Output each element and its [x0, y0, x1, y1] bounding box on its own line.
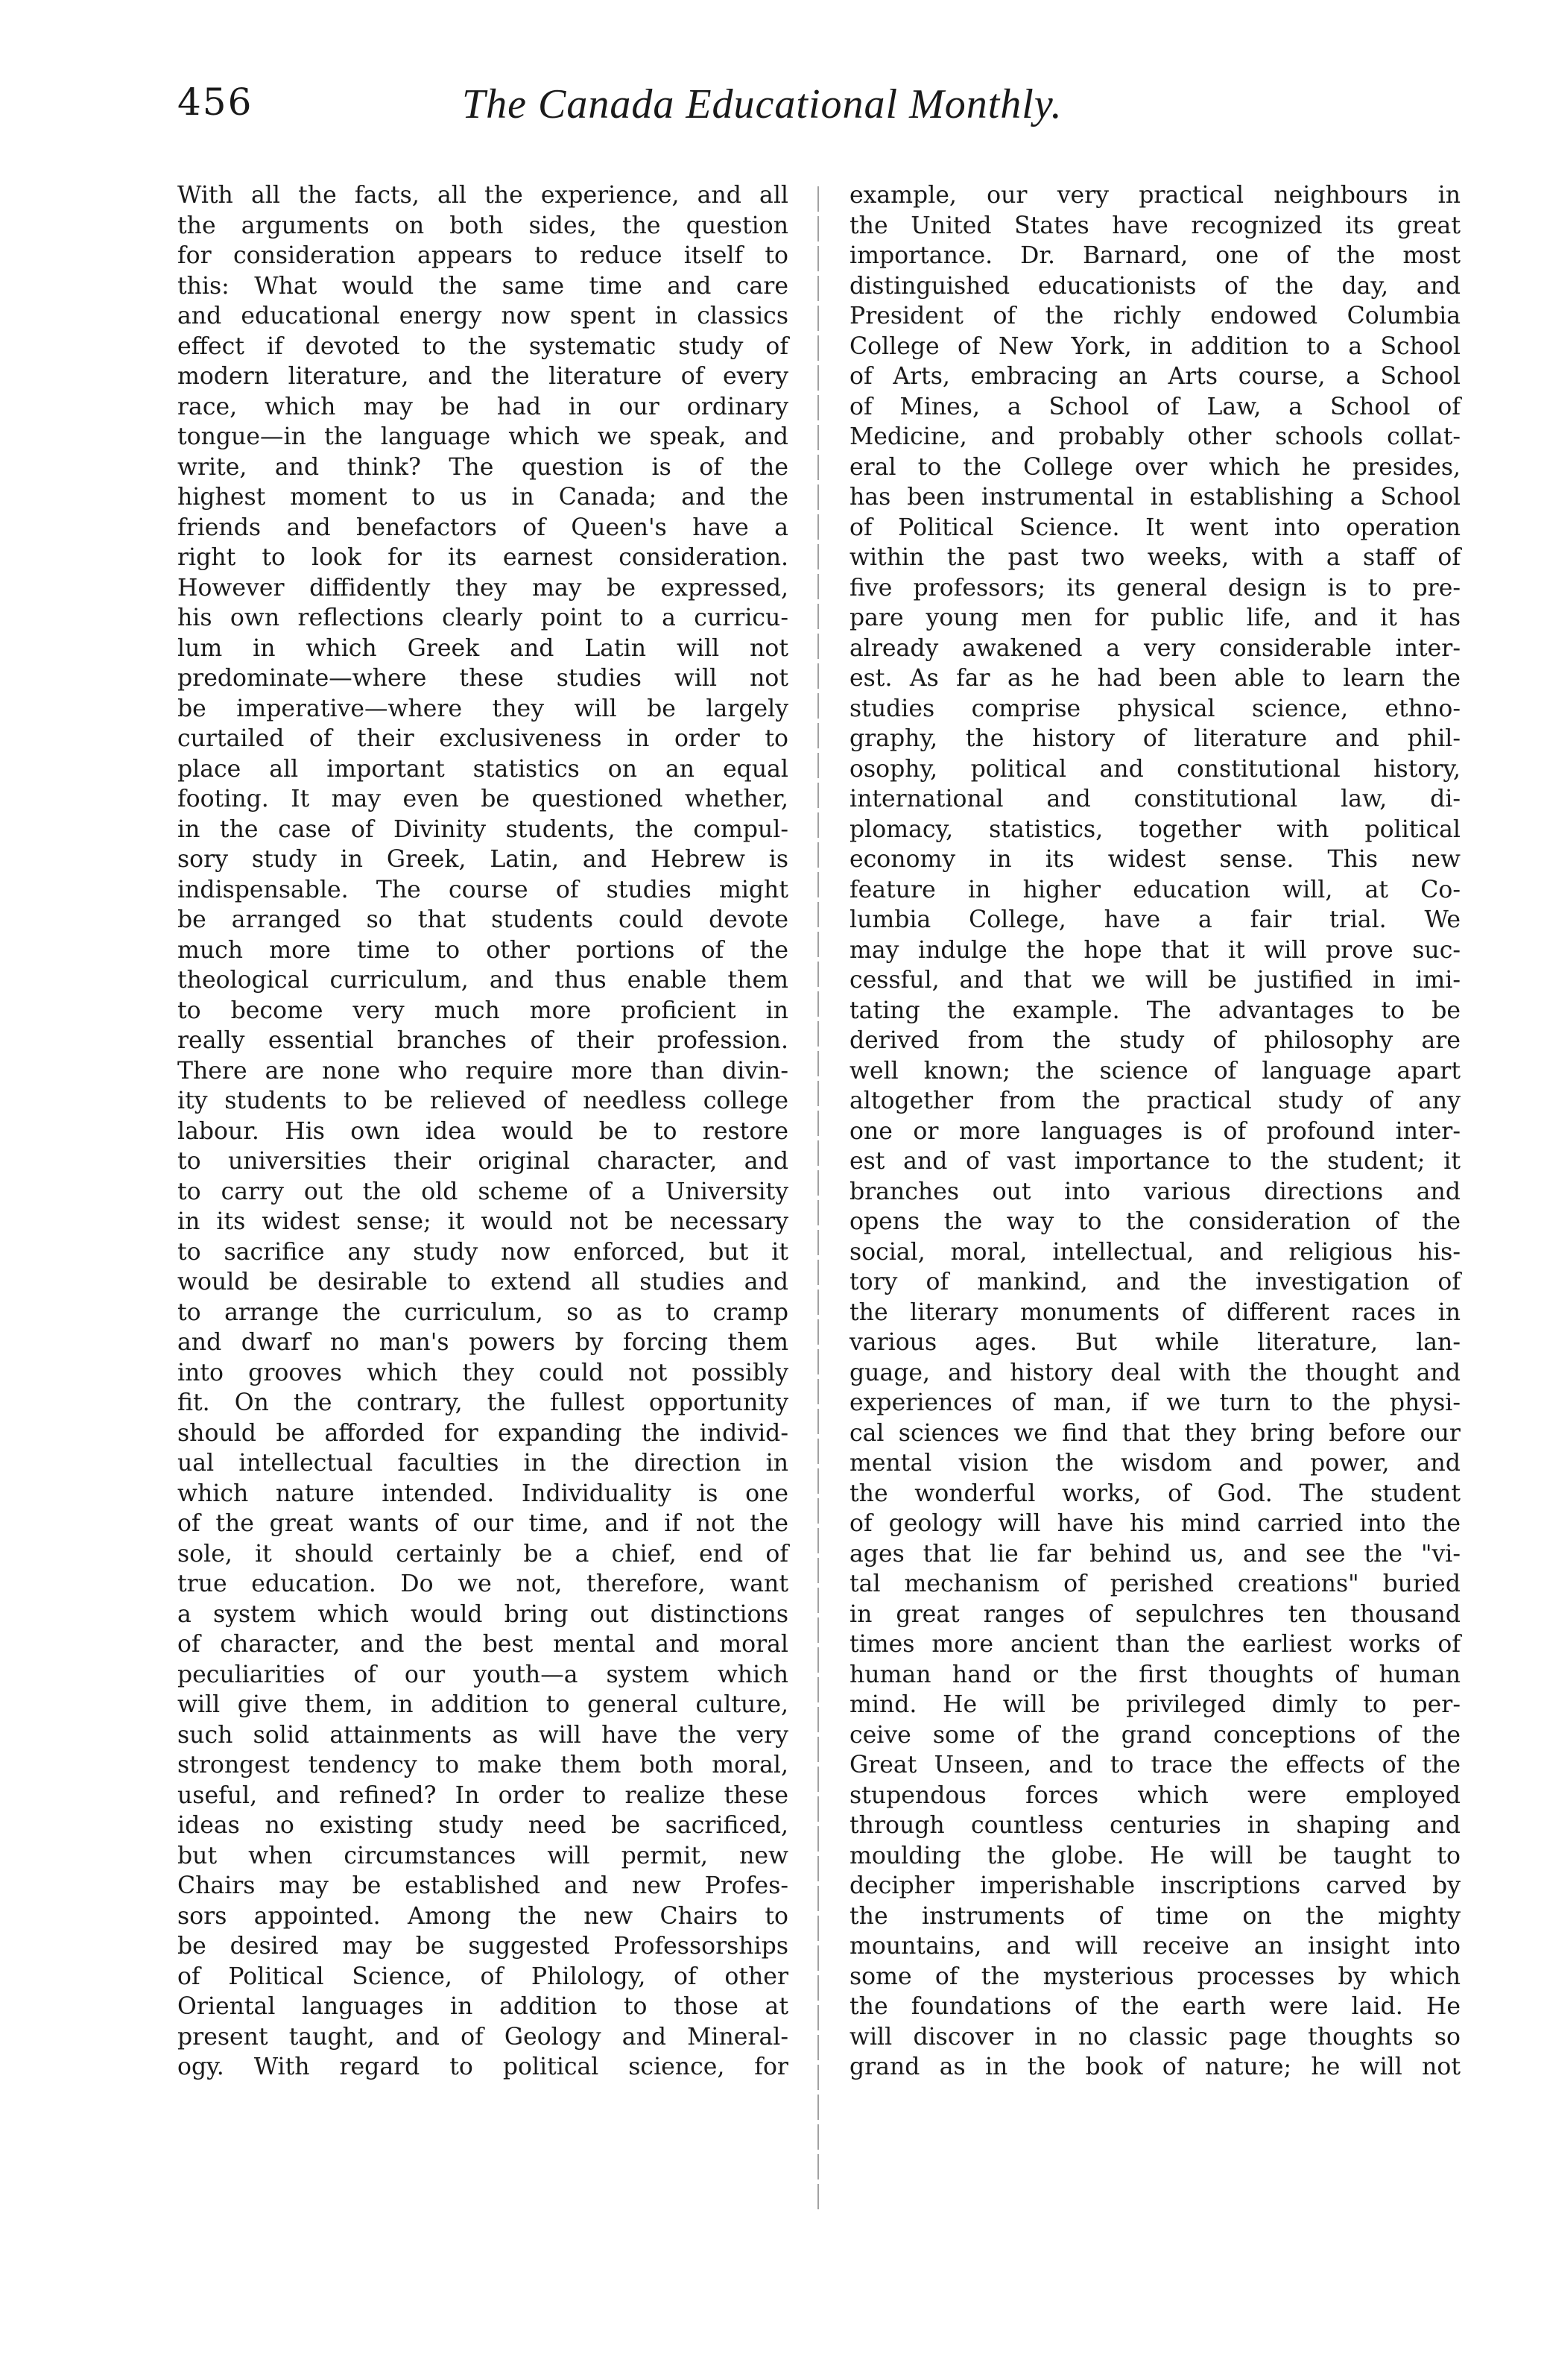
text-line: may indulge the hope that it will prove suc- [849, 936, 1461, 964]
text-line: lum in which Greek and Latin will not [177, 634, 788, 662]
text-line: present taught, and of Geology and Mineral- [177, 2023, 788, 2051]
right-column [849, 180, 1461, 2083]
text-line: sory study in Greek, Latin, and Hebrew is [177, 846, 788, 873]
text-line: osophy, political and constitutional history, [849, 755, 1461, 783]
text-line: predominate—where these studies will not [177, 665, 788, 692]
text-line: and dwarf no man's powers by forcing them [177, 1329, 788, 1356]
text-line: right to look for its earnest consideration. [177, 544, 788, 571]
text-line: to sacrifice any study now enforced, but it [177, 1238, 788, 1266]
text-line: in the case of Divinity students, the compul- [177, 815, 788, 843]
text-line: importance. Dr. Barnard, one of the most [849, 242, 1461, 269]
text-line: sors appointed. Among the new Chairs to [177, 1902, 788, 1930]
text-line: There are none who require more than divin- [177, 1057, 788, 1085]
text-line: ogy. With regard to political science, for [177, 2054, 788, 2080]
text-line: has been instrumental in establishing a School [849, 484, 1461, 511]
text-line: cal sciences we find that they bring before our [849, 1419, 1461, 1447]
text-line: which nature intended. Individuality is one [177, 1480, 788, 1507]
text-line: altogether from the practical study of any [849, 1088, 1461, 1114]
text-line: but when circumstances will permit, new [177, 1842, 788, 1869]
text-line: mountains, and will receive an insight into [849, 1933, 1461, 1960]
text-line: the instruments of time on the mighty [849, 1902, 1461, 1930]
text-line: However diffidently they may be expressed, [177, 574, 788, 602]
text-line: to become very much more proficient in [177, 997, 788, 1024]
text-line: friends and benefactors of Queen's have a [177, 514, 788, 541]
text-line: Great Unseen, and to trace the effects of the [849, 1752, 1461, 1778]
text-line: ity students to be relieved of needless college [177, 1088, 788, 1114]
text-line: to universities their original character, and [177, 1148, 788, 1175]
text-line: College of New York, in addition to a School [849, 332, 1461, 360]
text-line: effect if devoted to the systematic study of [177, 332, 788, 360]
text-line: the wonderful works, of God. The student [849, 1480, 1461, 1507]
text-line: tal mechanism of perished creations" buried [849, 1571, 1461, 1597]
text-line: peculiarities of our youth—a system which [177, 1661, 788, 1688]
text-line: through countless centuries in shaping and [849, 1812, 1461, 1839]
text-line: place all important statistics on an equal [177, 755, 788, 783]
text-line: for consideration appears to reduce itself to [177, 242, 788, 269]
text-line: of the great wants of our time, and if not the [177, 1510, 788, 1537]
text-line: Medicine, and probably other schools collat- [849, 423, 1461, 450]
text-line: the arguments on both sides, the question [177, 212, 788, 239]
text-line: lumbia College, have a fair trial. We [849, 906, 1461, 933]
text-line: human hand or the first thoughts of human [849, 1661, 1461, 1688]
text-line: social, moral, intellectual, and religious his- [849, 1238, 1461, 1266]
page-number: 456 [177, 81, 253, 124]
text-line: fit. On the contrary, the fullest opportunity [177, 1389, 788, 1416]
text-line: opens the way to the consideration of the [849, 1208, 1461, 1235]
text-line: labour. His own idea would be to restore [177, 1117, 788, 1145]
text-line: guage, and history deal with the thought and [849, 1359, 1461, 1386]
text-line: true education. Do we not, therefore, want [177, 1571, 788, 1597]
text-line: of Political Science. It went into operation [849, 514, 1461, 541]
text-line: a system which would bring out distinctions [177, 1600, 788, 1628]
text-line: ceive some of the grand conceptions of the [849, 1721, 1461, 1749]
text-line: tating the example. The advantages to be [849, 997, 1461, 1024]
running-header [0, 81, 1544, 140]
text-line: stupendous forces which were employed [849, 1781, 1461, 1809]
text-line: branches out into various directions and [849, 1178, 1461, 1205]
text-line: write, and think? The question is of the [177, 453, 788, 481]
text-line: sole, it should certainly be a chief, end of [177, 1540, 788, 1568]
text-line: ual intellectual faculties in the direction in [177, 1450, 788, 1477]
text-line: highest moment to us in Canada; and the [177, 484, 788, 511]
text-line: With all the facts, all the experience, and all [177, 182, 788, 209]
text-line: to arrange the curriculum, so as to cramp [177, 1298, 788, 1326]
text-line: in its widest sense; it would not be necessary [177, 1208, 788, 1235]
text-line: international and constitutional law, di- [849, 786, 1461, 812]
text-line: be arranged so that students could devote [177, 906, 788, 933]
text-line: his own reflections clearly point to a curricu- [177, 605, 788, 631]
text-line: President of the richly endowed Columbia [849, 303, 1461, 329]
text-line: one or more languages is of profound inter- [849, 1117, 1461, 1145]
text-line: experiences of man, if we turn to the physi- [849, 1389, 1461, 1416]
text-line: be desired may be suggested Professorships [177, 1933, 788, 1960]
text-line: the United States have recognized its great [849, 212, 1461, 239]
text-line: this: What would the same time and care [177, 272, 788, 300]
text-line: est. As far as he had been able to learn the [849, 665, 1461, 692]
text-line: within the past two weeks, with a staff of [849, 544, 1461, 571]
text-line: ages that lie far behind us, and see the "vi- [849, 1540, 1461, 1568]
column-divider [817, 186, 819, 2214]
text-line: feature in higher education will, at Co- [849, 876, 1461, 903]
text-line: studies comprise physical science, ethno- [849, 695, 1461, 722]
text-line: curtailed of their exclusiveness in order to [177, 725, 788, 752]
text-line: would be desirable to extend all studies and [177, 1269, 788, 1295]
text-line: the foundations of the earth were laid. He [849, 1993, 1461, 2020]
text-line: decipher imperishable inscriptions carved by [849, 1872, 1461, 1899]
text-line: race, which may be had in our ordinary [177, 393, 788, 420]
text-line: mind. He will be privileged dimly to per- [849, 1691, 1461, 1718]
text-line: five professors; its general design is to pre- [849, 574, 1461, 602]
text-line: moulding the globe. He will be taught to [849, 1842, 1461, 1869]
text-line: of Political Science, of Philology, of other [177, 1963, 788, 1990]
text-line: the literary monuments of different races in [849, 1298, 1461, 1326]
text-line: various ages. But while literature, lan- [849, 1329, 1461, 1356]
text-line: example, our very practical neighbours in [849, 182, 1461, 209]
text-line: mental vision the wisdom and power, and [849, 1450, 1461, 1477]
text-line: of character, and the best mental and moral [177, 1631, 788, 1658]
text-line: tongue—in the language which we speak, and [177, 423, 788, 450]
text-line: graphy, the history of literature and phil- [849, 725, 1461, 752]
text-line: should be afforded for expanding the individ- [177, 1419, 788, 1447]
text-line: some of the mysterious processes by which [849, 1963, 1461, 1990]
text-line: distinguished educationists of the day, and [849, 272, 1461, 300]
text-line: footing. It may even be questioned whether, [177, 786, 788, 812]
left-column [177, 180, 788, 2083]
text-line: Oriental languages in addition to those at [177, 1993, 788, 2020]
text-line: times more ancient than the earliest works of [849, 1631, 1461, 1658]
text-line: est and of vast importance to the student; it [849, 1148, 1461, 1175]
text-line: theological curriculum, and thus enable them [177, 967, 788, 994]
text-line: Chairs may be established and new Profes- [177, 1872, 788, 1899]
text-line: indispensable. The course of studies might [177, 876, 788, 903]
text-line: of Mines, a School of Law, a School of [849, 393, 1461, 420]
text-line: cessful, and that we will be justified in imi- [849, 967, 1461, 994]
text-line: of geology will have his mind carried into the [849, 1510, 1461, 1537]
running-title: The Canada Educational Monthly. [462, 81, 1063, 127]
text-line: in great ranges of sepulchres ten thousand [849, 1600, 1461, 1628]
text-line: tory of mankind, and the investigation of [849, 1269, 1461, 1295]
text-line: economy in its widest sense. This new [849, 846, 1461, 873]
text-line: to carry out the old scheme of a University [177, 1178, 788, 1205]
text-line: will discover in no classic page thoughts so [849, 2023, 1461, 2051]
text-line: well known; the science of language apart [849, 1057, 1461, 1085]
text-line: of Arts, embracing an Arts course, a School [849, 363, 1461, 390]
text-line: be imperative—where they will be largely [177, 695, 788, 722]
text-line: into grooves which they could not possibly [177, 1359, 788, 1386]
text-line: strongest tendency to make them both moral, [177, 1752, 788, 1778]
text-line: plomacy, statistics, together with political [849, 815, 1461, 843]
text-line: ideas no existing study need be sacrificed, [177, 1812, 788, 1839]
text-line: derived from the study of philosophy are [849, 1027, 1461, 1054]
text-line: such solid attainments as will have the very [177, 1721, 788, 1749]
text-line: eral to the College over which he presides, [849, 453, 1461, 481]
text-line: will give them, in addition to general culture, [177, 1691, 788, 1718]
text-line: pare young men for public life, and it has [849, 605, 1461, 631]
text-line: really essential branches of their profession. [177, 1027, 788, 1054]
text-line: and educational energy now spent in classics [177, 303, 788, 329]
text-line: useful, and refined? In order to realize these [177, 1781, 788, 1809]
text-line: modern literature, and the literature of every [177, 363, 788, 390]
text-line: much more time to other portions of the [177, 936, 788, 964]
text-line: already awakened a very considerable inter- [849, 634, 1461, 662]
text-line: grand as in the book of nature; he will not [849, 2054, 1461, 2080]
